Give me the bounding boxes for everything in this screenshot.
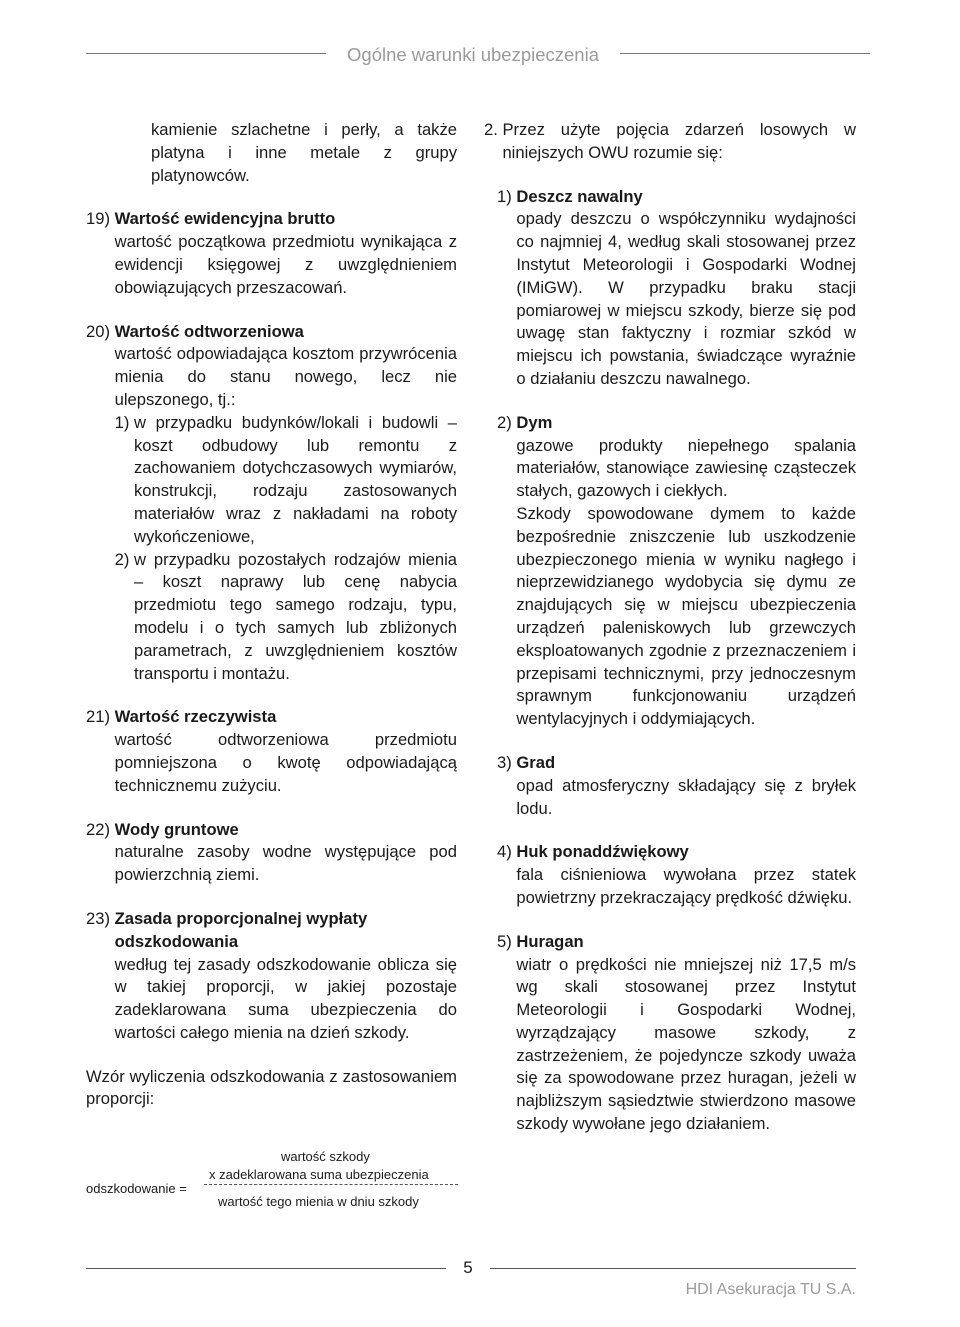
sub-item-text: w przypadku pozostałych rodzajów mienia – koszt naprawy lub cenę nabycia przedmiotu tego samego rodzaju, typu, modelu i o tych samych lub zbliżonych parametrach, z uwzględnieniem kosztów transportu i montażu. xyxy=(133,549,457,683)
right-column xyxy=(484,119,856,1136)
definition-22 xyxy=(86,819,457,887)
page-header-title: Ogólne warunki ubezpieczenia xyxy=(347,44,599,65)
definition-number: 20) xyxy=(86,321,115,341)
event-number: 1) xyxy=(497,186,517,206)
event-5 xyxy=(484,931,856,1136)
event-text: wiatr o prędkości nie mniejszej niż 17,5 m/s wg skali stosowanej przez Instytut Meteorologii i Gospodarki Wodnej, wyrządzający masowe szkody, z zastrzeżeniem, że pojedyncze szkody uważa się za spowodowane przez huragan, jeżeli w najbliższym sąsiedztwie stwierdzono masowe szkody wywołane jego działaniem. xyxy=(516,954,856,1134)
definition-text: wartość odpowiadająca kosztom przywrócenia mienia do stanu nowego, lecz nie ulepszonego, tj.: xyxy=(114,344,457,409)
definition-term: Zasada proporcjonalnej wypłaty odszkodowania xyxy=(114,908,368,951)
event-term: Dym xyxy=(516,412,553,432)
formula-label: odszkodowanie = xyxy=(86,1181,187,1196)
definition-term: Wartość rzeczywista xyxy=(114,707,277,727)
sub-item-number: 2) xyxy=(114,549,134,569)
header-rule-right xyxy=(620,53,870,54)
definition-number: 21) xyxy=(86,707,115,727)
definition-20 xyxy=(86,321,457,686)
definition-number: 23) xyxy=(86,908,115,928)
event-number: 5) xyxy=(497,931,517,951)
header-rule-left xyxy=(86,53,326,54)
event-text: opady deszczu o współczynniku wydajności co najmniej 4, według skali stosowanej przez Instytut Meteorologii i Gospodarki Wodnej (IMiGW). W przypadku braku stacji pomiarowej w miejscu szkody, bierze się pod uwagę stan faktyczny i rozmiar szkód w miejscu ich powstania, świadczące wyraźnie o działaniu deszczu nawalnego. xyxy=(516,209,856,388)
formula-numerator-multiplier: x zadeklarowana suma ubezpieczenia xyxy=(209,1167,429,1182)
section-number: 2. xyxy=(484,120,503,139)
definition-23 xyxy=(86,908,457,1045)
formula-fraction-line xyxy=(204,1184,458,1185)
definition-term: Wartość odtworzeniowa xyxy=(114,321,304,341)
definition-text: według tej zasady odszkodowanie oblicza się w takiej proporcji, w jakiej pozostaje zadeklarowana suma ubezpieczenia do wartości całego mienia na dzień szkody. xyxy=(114,954,457,1042)
event-number: 2) xyxy=(497,412,517,432)
event-term: Huragan xyxy=(516,931,584,951)
definition-text: wartość odtworzeniowa przedmiotu pomniejszona o kwotę odpowiadającą technicznemu zużyciu. xyxy=(114,730,457,795)
event-3 xyxy=(484,752,856,820)
event-text-continued: Szkody spowodowane dymem to każde bezpośrednie zniszczenie lub uszkodzenie ubezpieczonego mienia w wyniku nagłego i nieprzewidzianego wydobycia się dymu ze znajdujących się w miejscu ubezpieczenia urządzeń paleniskowych lub grzewczych eksploatowanych zgodnie z przeznaczeniem i przepisami technicznymi, przy jednoczesnym sprawnym funkcjonowaniu urządzeń wentylacyjnych i oddymiających. xyxy=(516,503,856,729)
event-1 xyxy=(484,186,856,391)
event-text: fala ciśnieniowa wywołana przez statek powietrzny przekraczający prędkość dźwięku. xyxy=(516,865,856,907)
event-2 xyxy=(484,412,856,731)
definition-number: 22) xyxy=(86,819,115,839)
footer-company-name: HDI Asekuracja TU S.A. xyxy=(685,1281,856,1298)
page-number: 5 xyxy=(463,1258,473,1277)
definition-term: Wody gruntowe xyxy=(114,819,239,839)
sub-item-number: 1) xyxy=(114,412,134,432)
section-intro-text: Przez użyte pojęcia zdarzeń losowych w niniejszych OWU rozumie się: xyxy=(502,120,856,162)
event-term: Grad xyxy=(516,752,556,772)
definition-number: 19) xyxy=(86,209,115,229)
definition-21 xyxy=(86,706,457,797)
event-term: Deszcz nawalny xyxy=(516,186,643,206)
footer-rule-left xyxy=(86,1268,446,1269)
definition-term: Wartość ewidencyjna brutto xyxy=(114,209,336,229)
formula-numerator-value: wartość szkody xyxy=(281,1149,370,1164)
sub-item-text: w przypadku budynków/lokali i budowli – koszt odbudowy lub remontu z zachowaniem dotychczasowych wymiarów, konstrukcji, rodzaju zastosowanych materiałów wraz z nakładami na roboty wykończeniowe, xyxy=(133,412,457,546)
event-4 xyxy=(484,841,856,909)
event-number: 4) xyxy=(497,842,517,862)
definition-text: wartość początkowa przedmiotu wynikająca z ewidencji księgowej z uwzględnieniem obowiązujących przeszacowań. xyxy=(114,232,457,297)
sub-item-2 xyxy=(115,549,457,686)
section-2-intro xyxy=(484,119,856,165)
formula-intro: Wzór wyliczenia odszkodowania z zastosowaniem proporcji: xyxy=(86,1066,457,1109)
event-text: gazowe produkty niepełnego spalania materiałów, stanowiące zawiesinę cząsteczek stałych, gazowych i ciekłych. xyxy=(516,435,856,501)
definition-text: naturalne zasoby wodne występujące pod powierzchnią ziemi. xyxy=(114,842,457,885)
continued-text: kamienie szlachetne i perły, a także platyna i inne metale z grupy platynowców. xyxy=(151,120,457,185)
event-text: opad atmosferyczny składający się z bryłek lodu. xyxy=(516,775,856,818)
footer-rule-right xyxy=(490,1268,856,1269)
event-term: Huk ponaddźwiękowy xyxy=(516,842,689,862)
left-column xyxy=(86,119,457,1111)
definition-19 xyxy=(86,208,457,299)
sub-item-1 xyxy=(115,412,457,549)
formula-denominator: wartość tego mienia w dniu szkody xyxy=(218,1194,419,1209)
event-number: 3) xyxy=(497,752,517,772)
